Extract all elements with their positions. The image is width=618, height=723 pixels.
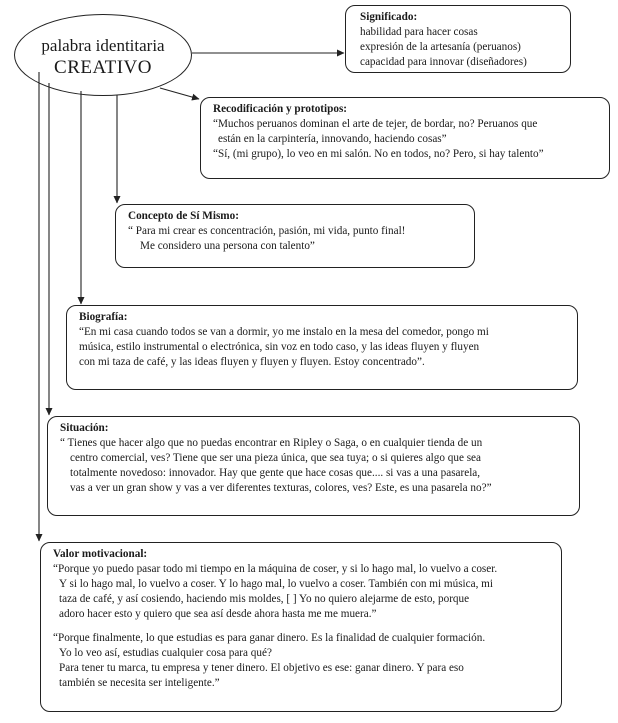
paragraph-spacer (53, 622, 553, 631)
concepto-box (115, 204, 475, 268)
concepto-line: Me considero una persona con talento” (140, 240, 315, 252)
situacion-line: centro comercial, ves? Tiene que ser una pieza única, que sea tuya; o si quieres algo que sea (70, 452, 481, 464)
biografia-box (66, 305, 578, 390)
situacion-line: “ Tienes que hacer algo que no puedas encontrar en Ripley o Saga, o en cualquier tienda de un (60, 437, 483, 449)
recodificacion-line: “Sí, (mi grupo), lo veo en mi salón. No en todos, no? Pero, si hay talento” (213, 148, 544, 160)
situacion-line: totalmente novedoso: innovador. Hay que gente que hace cosas que.... si vas a una pasarela, (70, 467, 481, 479)
concepto-line: “ Para mi crear es concentración, pasión, mi vida, punto final! (128, 225, 406, 237)
situacion-box (47, 416, 580, 516)
significado-box (345, 5, 571, 73)
valor-line: adoro hacer esto y quiero que sea así desde ahora hasta me me muera.” (59, 608, 377, 620)
situacion-line: vas a ver un gran show y vas a ver diferentes texturas, colores, ves? Este, es una pasarela no?” (70, 482, 492, 494)
biografia-line: “En mi casa cuando todos se van a dormir, yo me instalo en la mesa del comedor, pongo mi (79, 326, 489, 338)
biografia-line: música, estilo instrumental o electrónica, sin voz en todo caso, y las ideas fluyen y fluyen (79, 341, 480, 353)
valor-line: Y si lo hago mal, lo vuelvo a coser. Y lo hago mal, lo vuelvo a coser. También con mi música, mi (59, 578, 493, 590)
recodificacion-box (200, 97, 610, 179)
valor-line: Para tener tu marca, tu empresa y tener dinero. El objetivo es ese: ganar dinero. Y para eso (59, 662, 464, 674)
valor-line: Yo lo veo así, estudias cualquier cosa para qué? (59, 647, 272, 659)
biografia-line: con mi taza de café, y las ideas fluyen y fluyen y fluyen. Estoy concentrado”. (79, 356, 425, 368)
arrow-to-recodificacion (160, 88, 199, 99)
biografia-heading: Biografía: (79, 311, 128, 323)
significado-heading: Significado: (360, 11, 418, 23)
valor-line: taza de café, y así cosiendo, haciendo mis moldes, [ ] Yo no quiero alejarme de esto, porque (59, 593, 470, 605)
valor-line: “Porque yo puedo pasar todo mi tiempo en la máquina de coser, y si lo hago mal, lo vuelvo a coser. (53, 563, 498, 575)
center-concept-line2: CREATIVO (54, 57, 152, 78)
significado-line: expresión de la artesanía (peruanos) (360, 41, 521, 53)
center-concept-line1: palabra identitaria (41, 36, 165, 55)
valor-line: “Porque finalmente, lo que estudias es para ganar dinero. Es la finalidad de cualquier formación. (53, 632, 486, 644)
valor-heading: Valor motivacional: (53, 548, 148, 560)
significado-line: capacidad para innovar (diseñadores) (360, 56, 527, 68)
concepto-heading: Concepto de Sí Mismo: (128, 210, 239, 222)
recodificacion-heading: Recodificación y prototipos: (213, 103, 348, 115)
recodificacion-line: “Muchos peruanos dominan el arte de tejer, de bordar, no? Peruanos que (213, 118, 538, 130)
center-concept-ellipse (14, 14, 192, 96)
recodificacion-line: están en la carpintería, innovando, haciendo cosas” (218, 133, 447, 145)
situacion-heading: Situación: (60, 422, 109, 434)
valor-motivacional-box (40, 542, 562, 712)
significado-line: habilidad para hacer cosas (360, 26, 478, 38)
valor-line: también se necesita ser inteligente.” (59, 677, 220, 689)
